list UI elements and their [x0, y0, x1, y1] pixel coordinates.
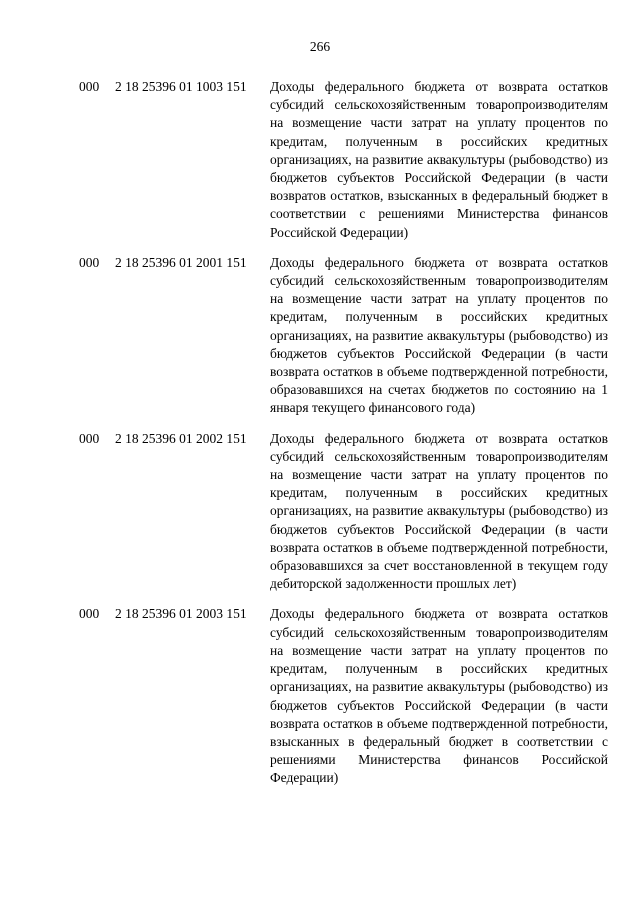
page-number: 266 [309, 39, 331, 54]
budget-classification-code: 2 18 25396 01 1003 151 [115, 79, 247, 94]
budget-classification-code: 2 18 25396 01 2003 151 [115, 606, 247, 622]
administrator-code: 000 [79, 254, 100, 270]
revenue-description: Доходы федерального бюджета от возврата остатков субсидий сельскохозяйственным товаропроизводителям на возмещение части затрат на уплату процентов по кредитам, полученным в российских кредитных организациях, на развитие аквакультуры (рыбоводство) из бюджетов субъектов Российской Федерации (в части возврата остатков в объеме подтвержденной потребности, взысканных в федеральный бюджет в соответствии с решениями Министерства финансов Российской Федерации) [270, 606, 608, 786]
administrator-code: 000 [79, 430, 100, 446]
revenue-description: Доходы федерального бюджета от возврата остатков субсидий сельскохозяйственным товаропроизводителям на возмещение части затрат на уплату процентов по кредитам, полученным в российских кредитных организациях, на развитие аквакультуры (рыбоводство) из бюджетов субъектов Российской Федерации (в части возвратов остатков, взысканных в федеральный бюджет в соответствии с решениями Министерства финансов Российской Федерации) [270, 79, 608, 240]
budget-classification-code: 2 18 25396 01 2001 151 [115, 254, 247, 270]
administrator-code: 000 [79, 79, 100, 94]
revenue-description: Доходы федерального бюджета от возврата остатков субсидий сельскохозяйственным товаропроизводителям на возмещение части затрат на уплату процентов по кредитам, полученным в российских кредитных организациях, на развитие аквакультуры (рыбоводство) из бюджетов субъектов Российской Федерации (в части возврата остатков в объеме подтвержденной потребности, образовавшихся за счет восстановленной в текущем году дебиторской задолженности прошлых лет) [270, 430, 608, 592]
administrator-code: 000 [79, 606, 100, 622]
revenue-code-entry [0, 78, 640, 242]
revenue-code-entry [0, 605, 640, 787]
budget-classification-code: 2 18 25396 01 2002 151 [115, 430, 247, 446]
revenue-code-entry [0, 254, 640, 418]
revenue-description: Доходы федерального бюджета от возврата остатков субсидий сельскохозяйственным товаропроизводителям на возмещение части затрат на уплату процентов по кредитам, полученным в российских кредитных организациях, на развитие аквакультуры (рыбоводство) из бюджетов субъектов Российской Федерации (в части возврата остатков в объеме подтвержденной потребности, образовавшихся на счетах бюджетов по состоянию на 1 января текущего финансового года) [270, 254, 608, 416]
revenue-code-entry [0, 430, 640, 594]
revenue-code-list [0, 78, 640, 800]
